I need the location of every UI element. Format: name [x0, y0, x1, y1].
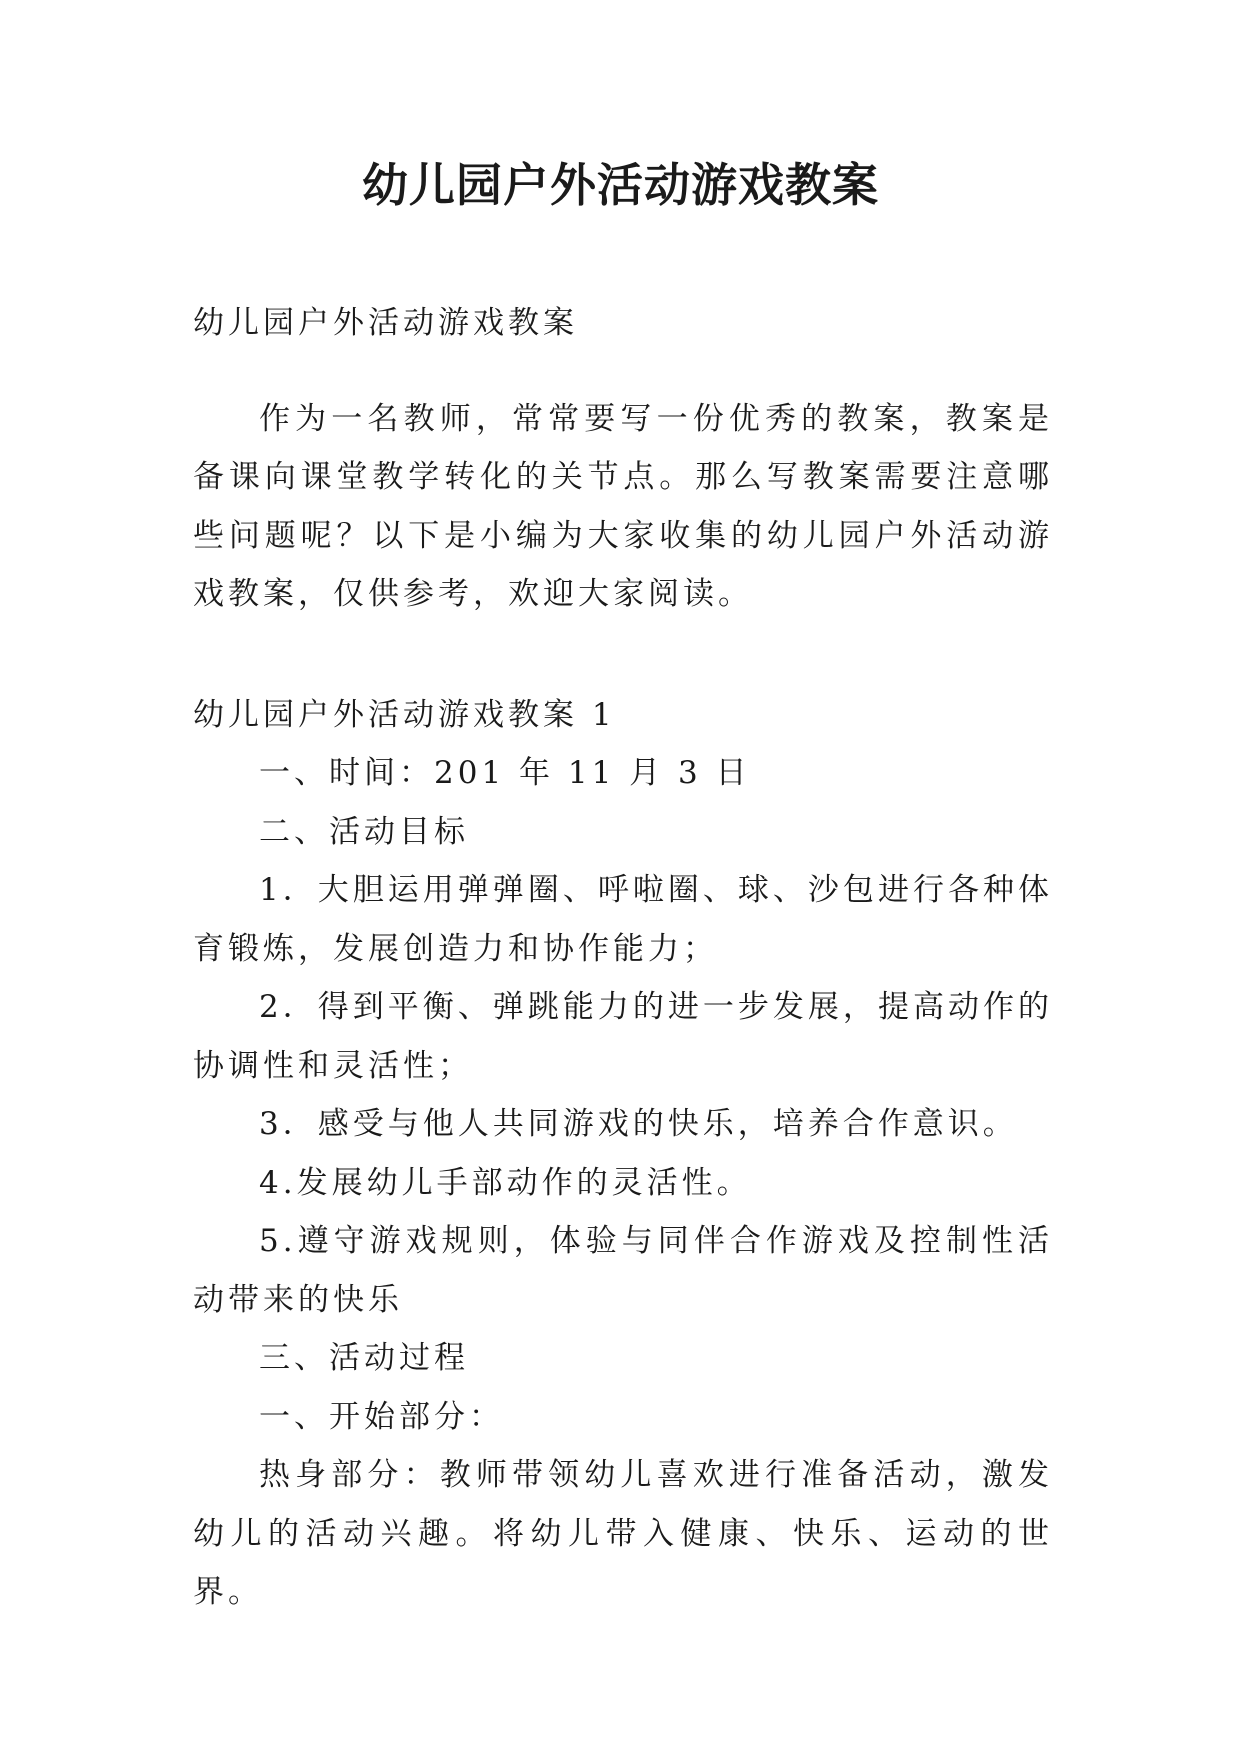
document-body: [193, 294, 1053, 1622]
warmup-paragraph: 热身部分：教师带领幼儿喜欢进行准备活动，激发幼儿的活动兴趣。将幼儿带入健康、快乐、运动的世界。: [193, 1457, 1053, 1610]
document-subtitle: 幼儿园户外活动游戏教案: [193, 305, 578, 341]
intro-paragraph: 作为一名教师，常常要写一份优秀的教案，教案是备课向课堂教学转化的关节点。那么写教案需要注意哪些问题呢？以下是小编为大家收集的幼儿园户外活动游戏教案，仅供参考，欢迎大家阅读。: [193, 400, 1053, 612]
goals-heading: 二、活动目标: [259, 813, 469, 850]
goal-item-3: 3．感受与他人共同游戏的快乐，培养合作意识。: [259, 1106, 1018, 1142]
goal-item-4: 4.发展幼儿手部动作的灵活性。: [259, 1164, 752, 1201]
goal-item-5: 5.遵守游戏规则，体验与同伴合作游戏及控制性活动带来的快乐: [193, 1223, 1053, 1318]
time-line: 一、时间：201 年 11 月 3 日: [259, 755, 751, 791]
process-heading: 三、活动过程: [259, 1340, 469, 1376]
goal-item-2: 2．得到平衡、弹跳能力的进一步发展，提高动作的协调性和灵活性；: [193, 989, 1053, 1084]
start-heading: 一、开始部分：: [259, 1398, 504, 1435]
section-heading: 幼儿园户外活动游戏教案 1: [193, 696, 616, 733]
document-title: 幼儿园户外活动游戏教案: [362, 158, 879, 212]
goal-item-1: 1．大胆运用弹弹圈、呼啦圈、球、沙包进行各种体育锻炼，发展创造力和协作能力；: [193, 872, 1053, 967]
